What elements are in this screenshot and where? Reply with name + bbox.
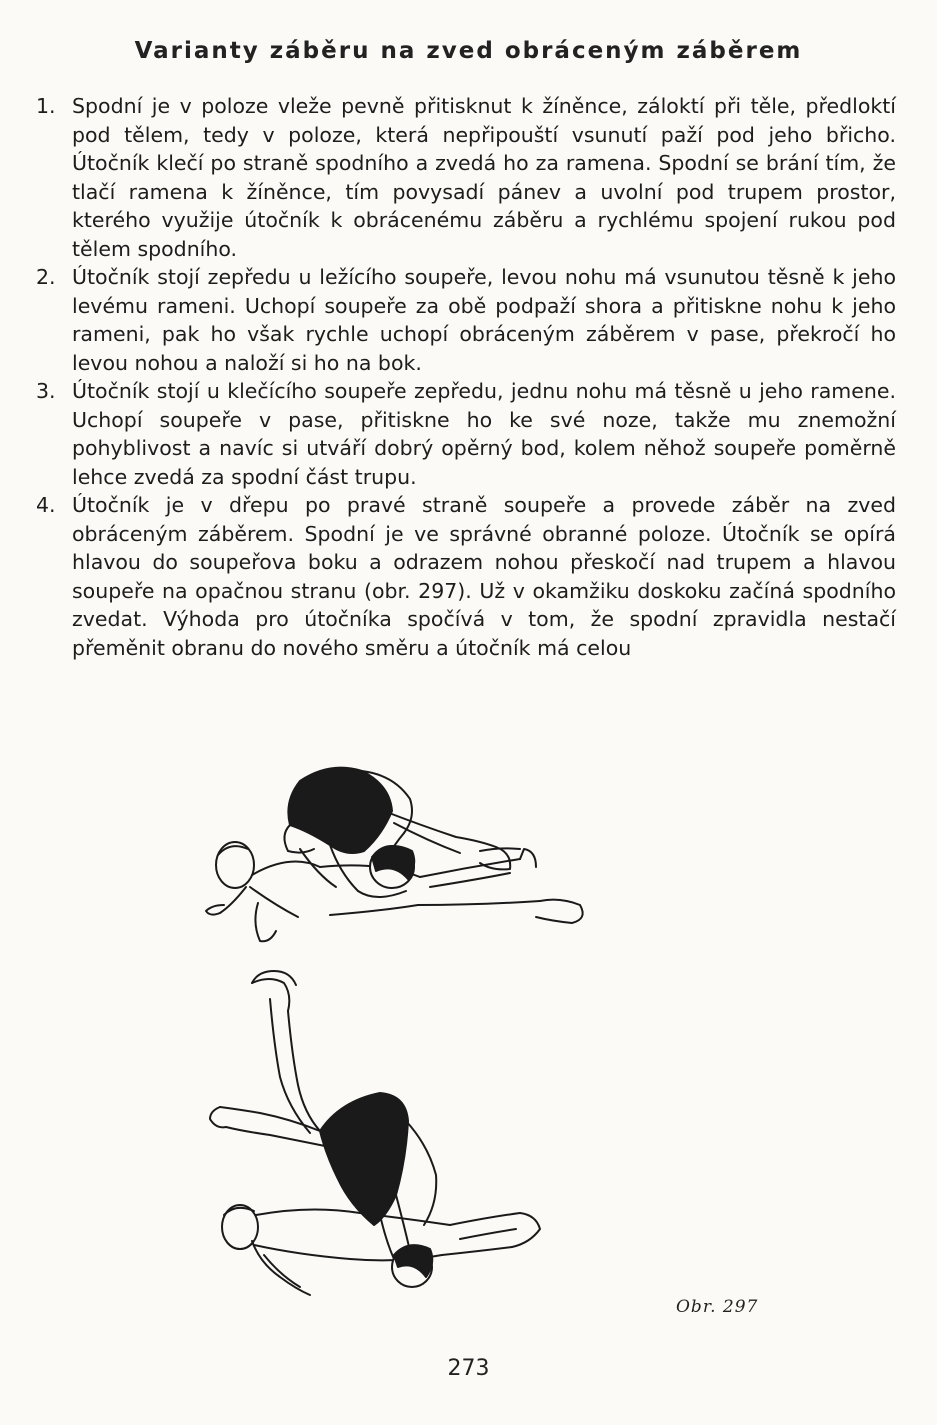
list-item-text: Útočník stojí u klečícího soupeře zepředu, jednu nohu má těsně u jeho ramene. Uchopí soupeře v pase, přitiskne ho ke své noze, takže mu znemožní pohyblivost a navíc si utváří dobrý opěrný bod, kolem něhož soupeře poměrně lehce zvedá za spodní část trupu.	[72, 379, 896, 489]
figure-caption: Obr. 297	[676, 1297, 759, 1317]
list-item-text: Útočník stojí zepředu u ležícího soupeře, levou nohu má vsunutou těsně k jeho levému rameni. Uchopí soupeře za obě podpaží shora a přitiskne nohu k jeho rameni, pak ho však rychle uchopí obráceným záběrem v pase, překročí ho levou nohou a naloží si ho na bok.	[72, 265, 896, 375]
list-item-number: 3.	[36, 379, 56, 403]
list-item-number: 2.	[36, 265, 56, 289]
list-item-text: Spodní je v poloze vleže pevně přitisknut k žíněnce, záloktí při těle, předloktí pod tělem, tedy v poloze, která nepřipouští vsunutí paží pod jeho břicho. Útočník klečí po straně spodního a zvedá ho za ramena. Spodní se brání tím, že tlačí ramena k žíněnce, tím povysadí pánev a uvolní pod trupem prostor, kterého využije útočník k obrácenému záběru a rychlému spojení rukou pod tělem spodního.	[72, 94, 896, 261]
page-number: 273	[447, 1356, 490, 1381]
wrestling-illustration	[180, 755, 620, 1335]
list-item	[36, 92, 896, 263]
list-item	[36, 263, 896, 377]
list-item-number: 4.	[36, 493, 56, 517]
upper-attacker-figure	[284, 768, 510, 897]
list-item	[36, 491, 896, 662]
page-title: Varianty záběru na zved obráceným záběrem	[134, 38, 803, 64]
list-item-number: 1.	[36, 94, 56, 118]
list-item-text: Útočník je v dřepu po pravé straně soupeře a provede záběr na zved obráceným záběrem. Spodní je ve správné obranné poloze. Útočník se opírá hlavou do soupeřova boku a odrazem nohou přeskočí nad trupem a hlavou soupeře na opačnou stranu (obr. 297). Už v okamžiku doskoku začíná spodního zvedat. Výhoda pro útočníka spočívá v tom, že spodní zpravidla nestačí přeměnit obranu do nového směru a útočník má celou	[72, 493, 896, 660]
numbered-list	[36, 92, 896, 662]
list-item	[36, 377, 896, 491]
